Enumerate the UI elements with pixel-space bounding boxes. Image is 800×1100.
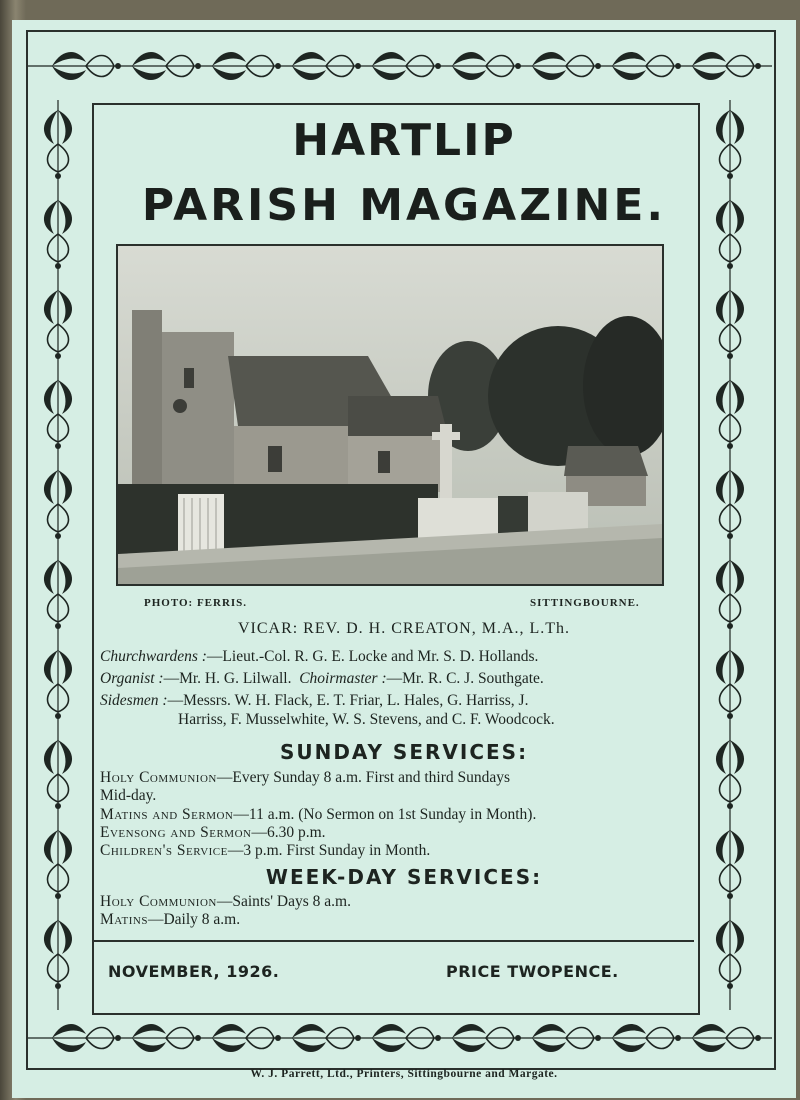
churchwardens-names: —Lieut.-Col. R. G. E. Locke and Mr. S. D. Hollands. (206, 648, 539, 665)
choirmaster-name: —Mr. R. C. J. Southgate. (386, 670, 544, 687)
churchwardens-role: Churchwardens : (100, 648, 207, 665)
service-item: Children's Service—3 p.m. First Sunday in Month. (100, 842, 431, 859)
photo-credit-left: PHOTO: FERRIS. (144, 597, 248, 609)
issue-price: PRICE TWOPENCE. (446, 962, 619, 981)
choirmaster-role: Choirmaster : (299, 670, 387, 687)
service-item: Matins and Sermon—11 a.m. (No Sermon on 1st Sunday in Month). (100, 806, 537, 823)
sunday-services-heading: SUNDAY SERVICES: (279, 740, 529, 764)
church-photograph (116, 244, 664, 586)
sidesmen-names-2: Harriss, F. Musselwhite, W. S. Stevens, and C. F. Woodcock. (178, 711, 555, 728)
organist-line (100, 670, 544, 688)
sidesmen-line (100, 692, 528, 710)
sidesmen-names-1: —Messrs. W. H. Flack, E. T. Friar, L. Hales, G. Harriss, J. (167, 692, 529, 709)
service-item: Mid-day. (100, 787, 157, 804)
sidesmen-role: Sidesmen : (100, 692, 168, 709)
issue-date: NOVEMBER, 1926. (108, 962, 280, 981)
magazine-title-line1: HARTLIP (292, 115, 516, 166)
organist-role: Organist : (100, 670, 164, 687)
churchwardens-line (100, 648, 538, 666)
church-photo-image (118, 246, 662, 584)
printer-imprint: W. J. Parrett, Ltd., Printers, Sittingbourne and Margate. (250, 1068, 558, 1080)
weekday-services-heading: WEEK-DAY SERVICES: (265, 865, 543, 889)
service-item: Holy Communion—Every Sunday 8 a.m. First and third Sundays (100, 769, 511, 786)
magazine-cover (12, 20, 796, 1098)
magazine-title-line2: PARISH MAGAZINE. (141, 180, 667, 231)
service-item: Holy Communion—Saints' Days 8 a.m. (100, 893, 351, 910)
vicar-line: VICAR: REV. D. H. CREATON, M.A., L.Th. (237, 620, 571, 637)
photo-credit-right: SITTINGBOURNE. (530, 597, 640, 609)
service-item: Evensong and Sermon—6.30 p.m. (100, 824, 326, 841)
service-item: Matins—Daily 8 a.m. (100, 911, 241, 928)
organist-name: —Mr. H. G. Lilwall. (163, 670, 292, 687)
footer-divider (94, 940, 694, 942)
